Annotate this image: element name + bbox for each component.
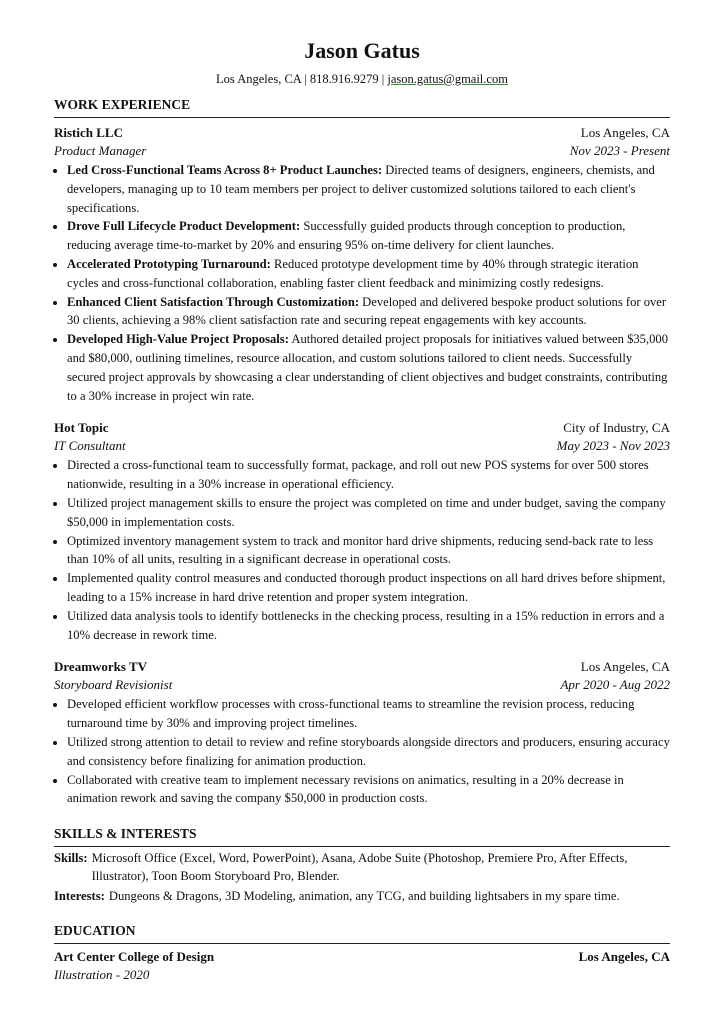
contact-separator: | xyxy=(378,72,388,86)
job-bullet xyxy=(67,161,670,217)
bullet-text: Utilized strong attention to detail to review and refine storyboards alongside directors and producers, ensuring accuracy and consistency before finalizing for animation production. xyxy=(67,734,670,768)
job-role: IT Consultant xyxy=(54,438,126,454)
bullet-text: Developed and delivered bespoke product solutions for over 30 clients, achieving a 98% client satisfaction rate and securing repeat engagements with key accounts. xyxy=(67,294,667,328)
job-bullet xyxy=(67,733,670,771)
bullet-heading: Enhanced Client Satisfaction Through Customization: xyxy=(67,294,360,309)
skills-interests-heading: SKILLS & INTERESTS xyxy=(54,826,670,847)
interests-text: Dungeons & Dragons, 3D Modeling, animation, any TCG, and building lightsabers in my spare time. xyxy=(108,889,620,904)
job-company: Hot Topic xyxy=(54,420,109,436)
skills-text: Microsoft Office (Excel, Word, PowerPoint), Asana, Adobe Suite (Photoshop, Premiere Pro, After Effects, Illustrator), Toon Boom Storyboard Pro, Blender. xyxy=(91,851,628,884)
contact-separator: | xyxy=(301,72,310,86)
education-degree-row xyxy=(54,966,670,984)
job-dates: Nov 2023 - Present xyxy=(569,143,670,158)
education-degree: Illustration - 2020 xyxy=(54,967,150,983)
job-bullet xyxy=(67,255,670,293)
interests-label: Interests: xyxy=(54,889,105,904)
job-location: Los Angeles, CA xyxy=(580,125,670,140)
job-header-row xyxy=(54,419,670,437)
job-bullet xyxy=(67,569,670,607)
bullet-text: Utilized data analysis tools to identify bottlenecks in the checking process, resulting in a 15% reduction in errors and a 10% decrease in rework time. xyxy=(67,608,665,642)
job-bullet xyxy=(67,217,670,255)
job-bullet-list xyxy=(54,695,670,808)
bullet-text: Optimized inventory management system to track and monitor hard drive shipments, reducing send-back rate to less than 10% of all units, resulting in a significant decrease in operational costs. xyxy=(67,533,654,567)
education-location: Los Angeles, CA xyxy=(578,949,670,965)
bullet-heading: Accelerated Prototyping Turnaround: xyxy=(67,256,271,271)
job-entry xyxy=(54,658,670,808)
bullet-heading: Led Cross-Functional Teams Across 8+ Product Launches: xyxy=(67,163,383,177)
education-row xyxy=(54,948,670,966)
bullet-text: Authored detailed project proposals for initiatives valued between $35,000 and $80,000, outlining timelines, resource allocation, and custom solutions tailored to client needs. Successfully secured project approvals by showcasing a clear understanding of client objectives and budget constraints, contributing to a 30% increase in project win rate. xyxy=(67,332,669,403)
bullet-text: Directed a cross-functional team to successfully format, package, and roll out new POS systems for over 500 stores nationwide, resulting in a 30% increase in operational efficiency. xyxy=(67,458,649,492)
bullet-text: Implemented quality control measures and conducted thorough product inspections on all hard drives before shipment, leading to a 15% increase in hard drive retention and proper system integration. xyxy=(67,571,666,604)
bullet-text: Collaborated with creative team to implement necessary revisions on animatics, resulting in a 20% decrease in animation rework and saving the company $50,000 in production costs. xyxy=(67,772,624,806)
bullet-text: Successfully guided products through conception to production, reducing average time-to-market by 20% and ensuring 95% on-time delivery for client launches. xyxy=(67,219,626,253)
job-header-row xyxy=(54,658,670,676)
job-entry xyxy=(54,124,670,405)
job-header-row xyxy=(54,124,670,142)
job-bullet xyxy=(67,494,670,532)
bullet-heading: Drove Full Lifecycle Product Development: xyxy=(67,219,301,234)
work-experience-list xyxy=(54,124,670,808)
job-role-row xyxy=(54,437,670,455)
education-heading: EDUCATION xyxy=(54,923,670,944)
job-role: Storyboard Revisionist xyxy=(54,677,173,693)
bullet-text: Utilized project management skills to ensure the project was completed on time and under budget, saving the company $50,000 in implementation costs. xyxy=(67,495,666,529)
job-role-row xyxy=(54,676,670,694)
job-location: Los Angeles, CA xyxy=(580,659,670,675)
job-bullet xyxy=(67,532,670,570)
contact-location: Los Angeles, CA xyxy=(216,72,302,86)
skills-label: Skills: xyxy=(54,851,88,866)
job-location: City of Industry, CA xyxy=(563,420,670,436)
contact-email-link[interactable]: jason.gatus@gmail.com xyxy=(387,72,508,86)
bullet-text: Directed teams of designers, engineers, chemists, and developers, managing up to 10 team members per project to deliver customized solutions tailored to each client's specifications. xyxy=(67,163,655,215)
skills-line xyxy=(54,849,670,885)
job-bullet xyxy=(67,456,670,494)
job-company: Dreamworks TV xyxy=(54,659,148,675)
job-bullet xyxy=(67,293,670,331)
job-bullet-list xyxy=(54,456,670,644)
work-experience-heading: WORK EXPERIENCE xyxy=(54,97,670,118)
job-dates: Apr 2020 - Aug 2022 xyxy=(560,677,670,693)
job-bullet xyxy=(67,771,670,809)
bullet-text: Developed efficient workflow processes with cross-functional teams to streamline the revision process, reducing turnaround time by 30% and improving project timelines. xyxy=(67,697,635,731)
job-bullet xyxy=(67,330,670,405)
job-bullet xyxy=(67,607,670,645)
contact-phone: 818.916.9279 xyxy=(309,72,379,86)
job-role-row xyxy=(54,142,670,160)
job-entry xyxy=(54,419,670,644)
interests-line xyxy=(54,887,670,905)
job-company: Ristich LLC xyxy=(54,125,123,140)
job-dates: May 2023 - Nov 2023 xyxy=(556,438,670,454)
bullet-heading: Developed High-Value Project Proposals: xyxy=(67,332,289,347)
job-role: Product Manager xyxy=(54,143,147,158)
bullet-text: Reduced prototype development time by 40% through strategic iteration cycles and cross-functional collaboration, enabling faster client feedback and minimizing costly redesigns. xyxy=(67,256,639,290)
job-bullet-list xyxy=(54,161,670,405)
education-school: Art Center College of Design xyxy=(54,949,215,965)
job-bullet xyxy=(67,695,670,733)
contact-line xyxy=(54,72,670,87)
candidate-name: Jason Gatus xyxy=(304,38,420,63)
